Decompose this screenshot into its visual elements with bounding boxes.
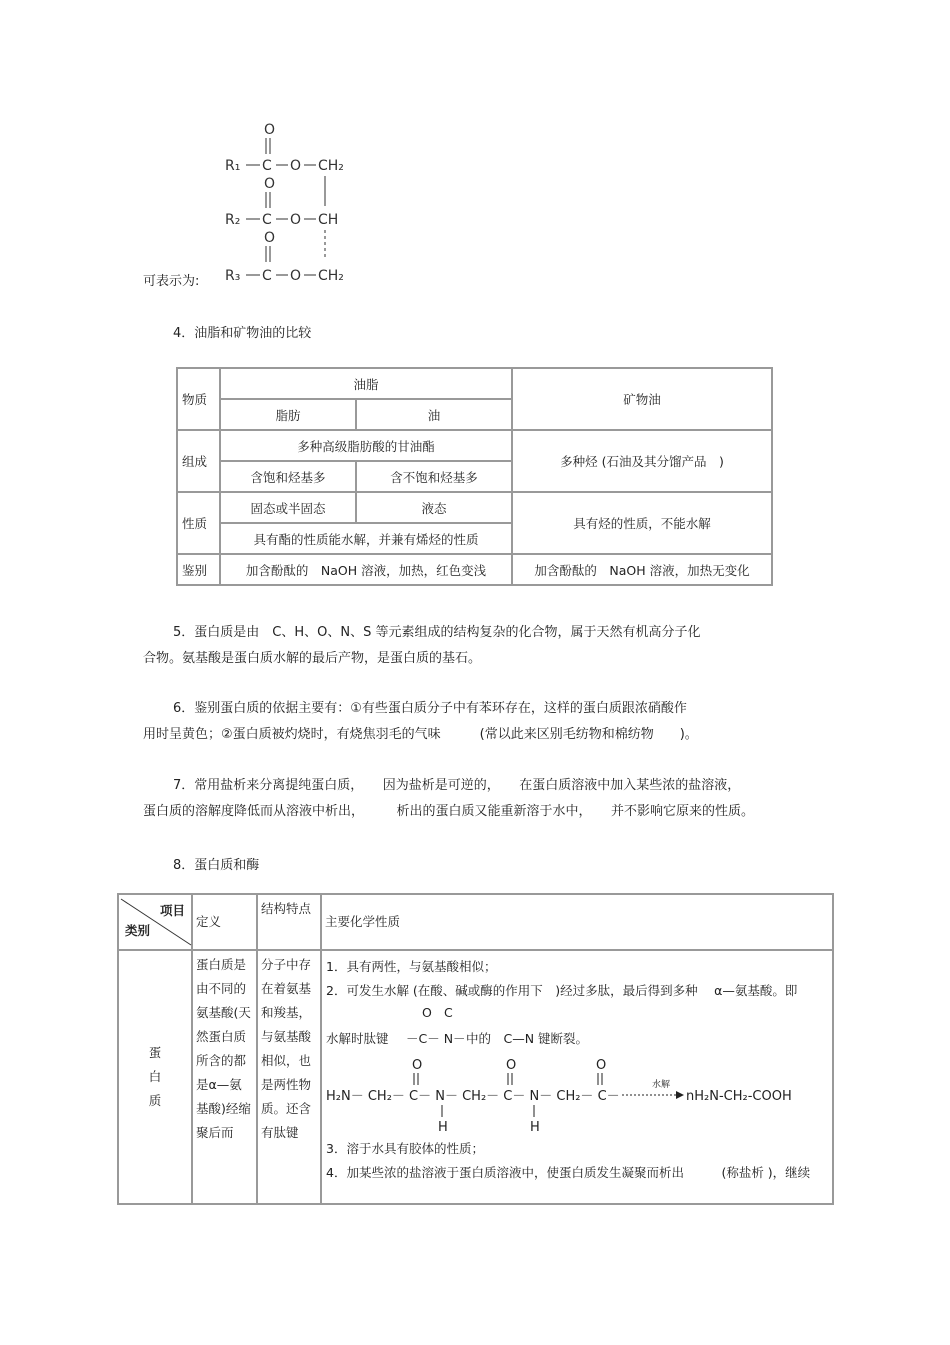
header-substance: 物质 [177, 368, 220, 430]
ester-o-1: O [290, 158, 302, 174]
ch2-bottom: CH₂ [318, 268, 344, 284]
section6 [143, 696, 803, 748]
peptide-o-2: O [506, 1058, 517, 1073]
identify-fat-oil: 加含酚酞的 NaOH 溶液，加热，红色变浅 [220, 554, 512, 585]
r2-label: R₂ [225, 212, 241, 228]
row-identify-label: 鉴别 [177, 554, 220, 585]
chem-item-2b-prefix: 水解时肽键 [326, 1031, 389, 1046]
peptide-hydrolysis [326, 1055, 828, 1137]
chem-item-1: 1．具有两性，与氨基酸相似； [326, 959, 497, 974]
row-composition-label: 组成 [177, 430, 220, 492]
peptide-h-1: H [438, 1120, 448, 1135]
section6-line1: 6．鉴别蛋白质的依据主要有：①有些蛋白质分子中有苯环存在，这样的蛋白质跟浓硝酸作 [173, 701, 687, 716]
composition-oil: 含不饱和烃基多 [356, 461, 512, 492]
property-mineral: 具有烃的性质，不能水解 [512, 492, 772, 554]
chem-item-4: 4．加某些浓的盐溶液于蛋白质溶液中，使蛋白质发生凝聚而析出 (称盐析 )，继续 [326, 1165, 811, 1180]
section4-heading: 4．油脂和矿物油的比较 [173, 326, 312, 341]
carbon-1: C [262, 158, 272, 174]
section8-heading: 8．蛋白质和酶 [173, 858, 260, 873]
section7-line1: 7．常用盐析来分离提纯蛋白质， 因为盐析是可逆的， 在蛋白质溶液中加入某些浓的盐溶液， [173, 778, 741, 793]
diagonal-header-cell [118, 894, 192, 950]
carbonyl-o-2: O [264, 176, 276, 192]
glycine-product: nH₂N-CH₂-COOH [686, 1089, 792, 1104]
glyceride-diagram [220, 118, 370, 290]
diag-bottom-label: 类别 [125, 923, 151, 938]
section7 [143, 773, 823, 825]
carbon-3: C [262, 268, 272, 284]
header-chem-properties: 主要化学性质 [321, 894, 833, 950]
protein-enzyme-table [117, 893, 834, 1205]
hydrolysis-label: 水解 [652, 1080, 671, 1090]
row-protein-cell [118, 950, 192, 1204]
carbonyl-o-3: O [264, 230, 276, 246]
header-fat: 脂肪 [220, 399, 356, 430]
peptide-bond-line [326, 1003, 828, 1055]
section7-line2: 蛋白质的溶解度降低而从溶液中析出， 析出的蛋白质又能重新溶于水中， 并不影响它原来的性质。 [143, 804, 755, 819]
header-mineral-oil: 矿物油 [512, 368, 772, 430]
composition-shared: 多种高级脂肪酸的甘油酯 [220, 430, 512, 461]
chem-item-2b-suffix: 中的 C—N 键断裂。 [466, 1031, 589, 1046]
row-protein-label: 蛋白质 [148, 1045, 162, 1108]
composition-mineral: 多种烃 (石油及其分馏产品 ) [512, 430, 772, 492]
header-definition: 定义 [192, 894, 257, 950]
identify-mineral: 加含酚酞的 NaOH 溶液，加热无变化 [512, 554, 772, 585]
header-structure: 结构特点 [257, 894, 321, 950]
peptide-chain-text: H₂N－ CH₂－ C－ N－ CH₂－ C－ N－ CH₂－ C－ [326, 1089, 620, 1104]
diag-top-label: 项目 [159, 903, 185, 918]
peptide-o-3: O [596, 1058, 607, 1073]
property-shared: 具有酯的性质能水解，并兼有烯烃的性质 [220, 523, 512, 554]
section5-line2: 合物。氨基酸是蛋白质水解的最后产物，是蛋白质的基石。 [143, 651, 482, 666]
bond-o: O [422, 1005, 432, 1020]
header-fat-oil: 油脂 [220, 368, 512, 399]
ch-middle: CH [318, 212, 339, 228]
protein-chem-cell [321, 950, 833, 1204]
glyceride-prefix: 可表示为: [143, 274, 200, 289]
chem-item-3: 3．溶于水具有胶体的性质； [326, 1141, 484, 1156]
ester-o-2: O [290, 212, 302, 228]
r1-label: R₁ [225, 158, 241, 174]
section5 [143, 620, 803, 672]
carbonyl-o-1: O [264, 122, 276, 138]
property-fat: 固态或半固态 [220, 492, 356, 523]
protein-definition: 蛋白质是由不同的氨基酸(天然蛋白质所含的都是α—氨基酸)经缩聚后而 [192, 950, 257, 1204]
composition-fat: 含饱和烃基多 [220, 461, 356, 492]
peptide-bond: －C－ N－ [406, 1031, 466, 1046]
peptide-o-1: O [412, 1058, 423, 1073]
bond-c: C [444, 1005, 453, 1020]
fat-mineral-oil-table [176, 367, 773, 586]
chem-item-2: 2．可发生水解 (在酸、碱或酶的作用下 )经过多肽，最后得到多种 α—氨基酸。即 [326, 983, 798, 998]
ester-o-3: O [290, 268, 302, 284]
header-oil: 油 [356, 399, 512, 430]
peptide-h-2: H [530, 1120, 540, 1135]
peptide-chain-diagram [326, 1055, 826, 1137]
r3-label: R₃ [225, 268, 241, 284]
property-oil: 液态 [356, 492, 512, 523]
section5-line1: 5．蛋白质是由 C、H、O、N、S 等元素组成的结构复杂的化合物，属于天然有机高分子化 [173, 625, 701, 640]
ch2-top: CH₂ [318, 158, 344, 174]
carbon-2: C [262, 212, 272, 228]
row-property-label: 性质 [177, 492, 220, 554]
protein-structure: 分子中存在着氨基和羧基，与氨基酸相似，也是两性物质。还含有肽键 [257, 950, 321, 1204]
section6-line2: 用时呈黄色；②蛋白质被灼烧时，有烧焦羽毛的气味 (常以此来区别毛纺物和棉纺物 )。 [143, 727, 698, 742]
